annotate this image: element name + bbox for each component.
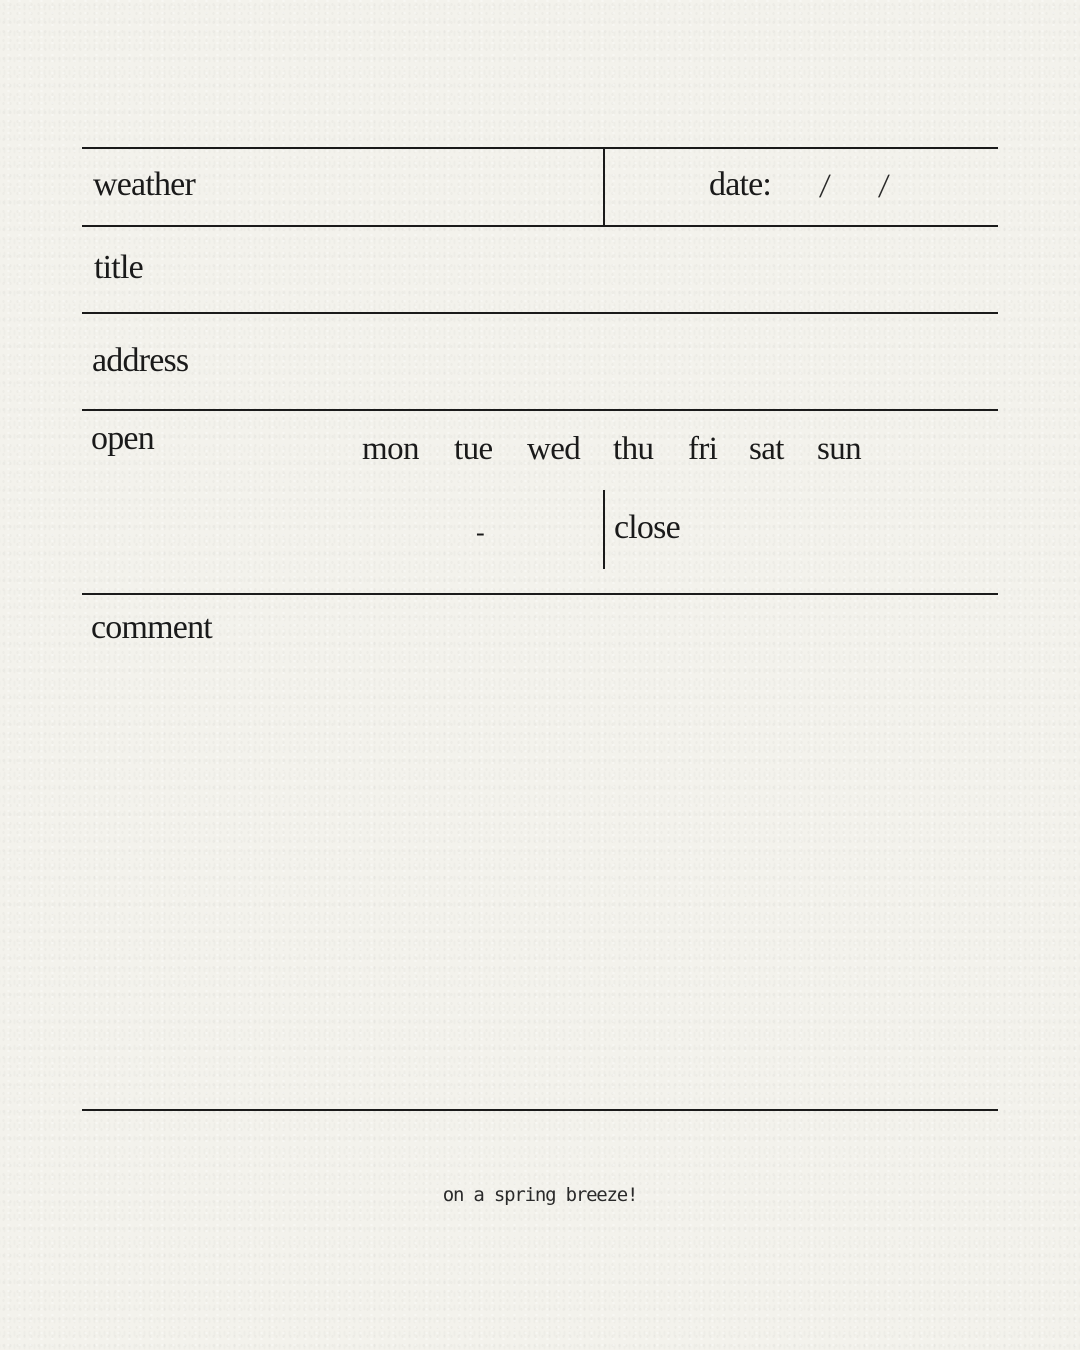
hours-dash: -	[476, 518, 485, 547]
date-label: date:	[709, 166, 772, 203]
date-separator-2: /	[877, 168, 891, 205]
day-mon[interactable]: mon	[362, 431, 419, 467]
day-sat[interactable]: sat	[749, 431, 784, 467]
weather-label: weather	[93, 166, 195, 203]
address-label: address	[92, 342, 189, 379]
address-row-rule	[82, 409, 998, 411]
open-label: open	[91, 420, 154, 457]
day-tue[interactable]: tue	[454, 431, 493, 467]
top-rule	[82, 147, 998, 149]
comment-label: comment	[91, 609, 212, 646]
weather-date-divider	[603, 148, 605, 226]
day-thu[interactable]: thu	[613, 431, 654, 467]
close-label: close	[614, 509, 680, 546]
day-wed[interactable]: wed	[527, 431, 581, 467]
footer-text: on a spring breeze!	[442, 1184, 638, 1206]
open-row-rule	[82, 593, 998, 595]
day-sun[interactable]: sun	[817, 431, 862, 467]
weather-row-rule	[82, 225, 998, 227]
title-row-rule	[82, 312, 998, 314]
title-label: title	[94, 249, 143, 286]
comment-row-rule	[82, 1109, 998, 1111]
day-fri[interactable]: fri	[688, 431, 718, 467]
hours-close-divider	[603, 490, 605, 569]
date-separator-1: /	[818, 168, 832, 205]
